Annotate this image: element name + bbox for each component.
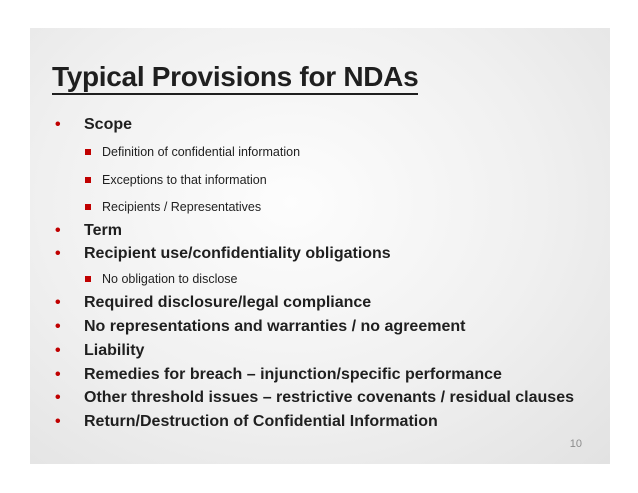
bullet-icon: • [55, 294, 61, 311]
list-item-no-representations [55, 318, 466, 336]
slide [30, 28, 610, 464]
bullet-icon: • [55, 366, 61, 383]
list-item-label: Scope [84, 116, 133, 133]
list-item-label: Liability [84, 342, 145, 359]
list-item-label: No representations and warranties / no agreement [84, 318, 466, 335]
list-item-recipient-use [55, 245, 391, 263]
bullet-icon: • [55, 342, 61, 359]
sub-item-definition [102, 145, 300, 160]
sub-item-label: Exceptions to that information [102, 173, 267, 187]
sub-item-label: Definition of confidential information [102, 145, 301, 159]
list-item-label: Remedies for breach – injunction/specific performance [84, 366, 502, 383]
bullet-icon: • [55, 245, 61, 262]
bullet-icon: • [55, 222, 61, 239]
square-bullet-icon [85, 204, 91, 210]
bullet-icon: • [55, 413, 61, 430]
page-number: 10 [569, 438, 582, 450]
bullet-icon: • [55, 116, 61, 133]
list-item-remedies [55, 366, 502, 384]
provision-list [30, 28, 610, 464]
square-bullet-icon [85, 276, 91, 282]
bullet-icon: • [55, 389, 61, 406]
list-item-label: Recipient use/confidentiality obligations [84, 245, 391, 262]
sub-item-exceptions [102, 173, 267, 188]
square-bullet-icon [85, 149, 91, 155]
square-bullet-icon [85, 177, 91, 183]
sub-item-no-obligation [102, 272, 238, 287]
list-item-return-destruction [55, 413, 438, 431]
sub-item-label: Recipients / Representatives [102, 200, 262, 214]
list-item-term [55, 222, 122, 240]
list-item-label: Term [84, 222, 122, 239]
sub-item-label: No obligation to disclose [102, 272, 238, 286]
slide-title: Typical Provisions for NDAs [52, 62, 418, 95]
list-item-label: Return/Destruction of Confidential Information [84, 413, 438, 430]
sub-item-recipients [102, 200, 261, 215]
list-item-scope [55, 116, 133, 134]
list-item-label: Required disclosure/legal compliance [84, 294, 372, 311]
list-item-label: Other threshold issues – restrictive covenants / residual clauses [84, 389, 574, 406]
list-item-liability [55, 342, 145, 360]
list-item-other-threshold [55, 389, 574, 407]
list-item-required-disclosure [55, 294, 372, 312]
bullet-icon: • [55, 318, 61, 335]
